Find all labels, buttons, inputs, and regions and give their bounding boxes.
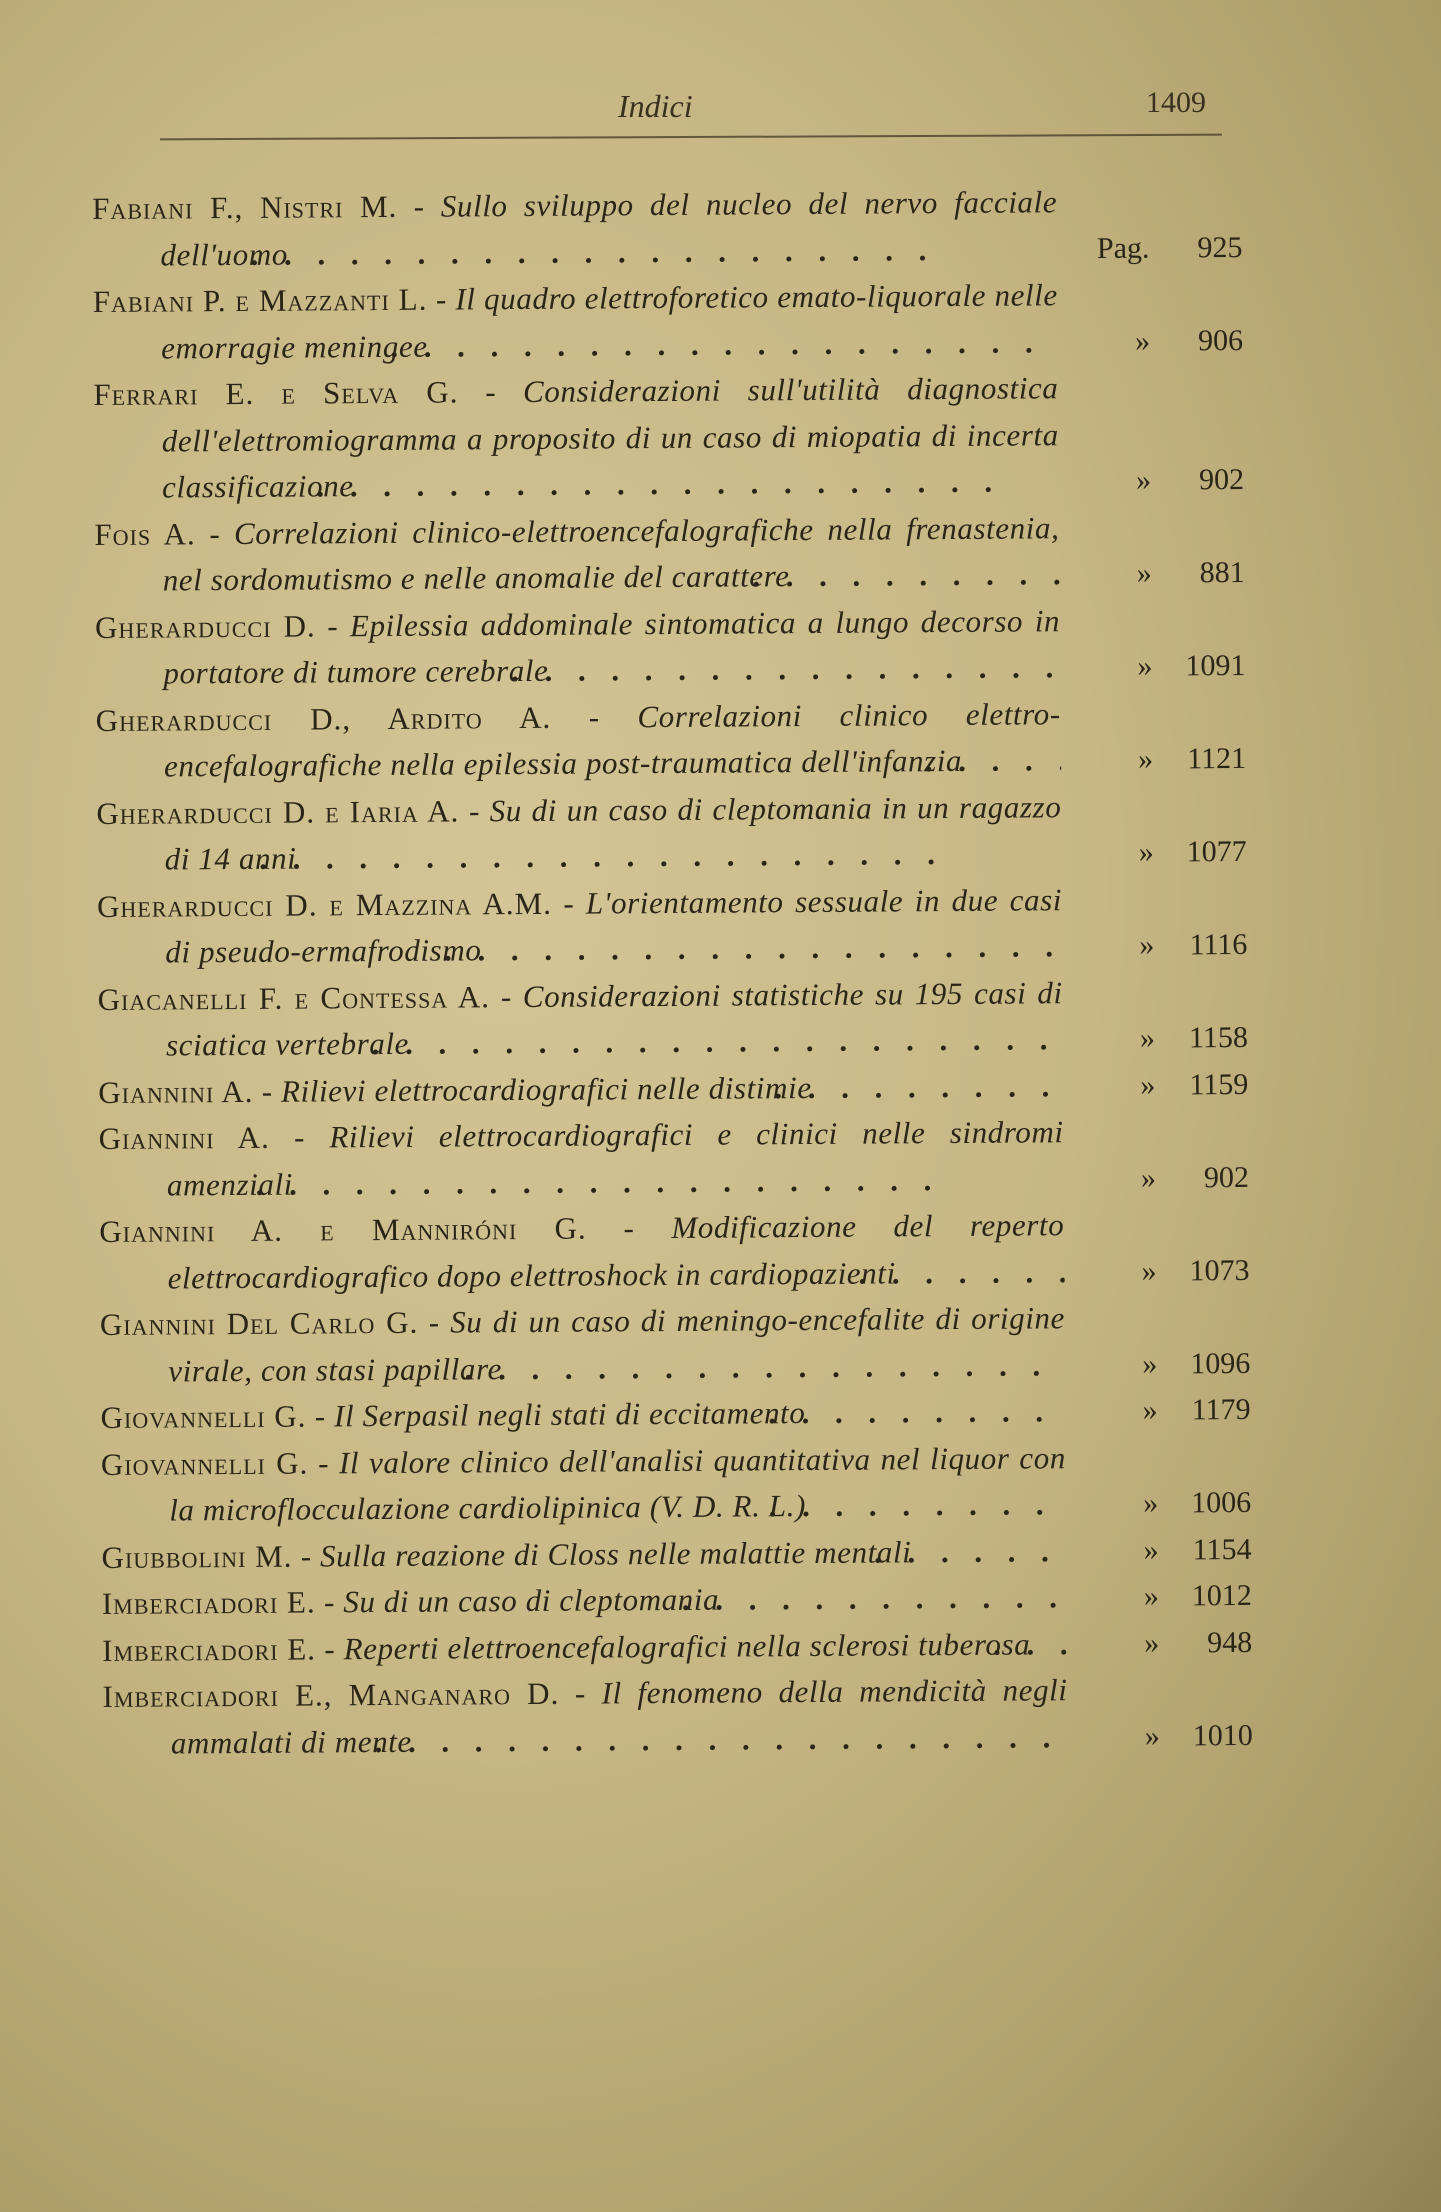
entry-page: 906: [1197, 323, 1244, 357]
entry-page: 925: [1197, 230, 1243, 264]
entry-authors: Giovannelli G.: [100, 1445, 309, 1482]
entry-title: Il fenomeno della mendicità negli ammalati di mente . .: [171, 1672, 1068, 1760]
entry-text: Giannini A. - Rilievi elettrocardiografici e clinici nelle sindromi amenziali . .: [98, 1109, 1064, 1209]
entry-page: 1010: [1192, 1718, 1253, 1752]
entry-authors: Ferrari E. e Selva G.: [93, 374, 459, 412]
entry-reference: [1094, 829, 1247, 877]
entry-authors: Gherarducci D. e Iaria A.: [96, 792, 460, 831]
entry-reference: [1090, 317, 1243, 365]
entry-reference: [1093, 736, 1246, 784]
entry-reference: [1097, 1387, 1250, 1435]
index-entry: [98, 1108, 1249, 1209]
entry-title: Il quadro elettroforetico emato-liquorale nelle emorragie meningee . .: [161, 277, 1058, 365]
entry-text: Imberciadori E. - Reperti elettroencefalografici nella sclerosi tuberosa . .: [102, 1621, 1067, 1674]
page-number: 1409: [1146, 86, 1206, 119]
entry-title: Considerazioni statistiche su 195 casi di sciatica vertebrale . .: [166, 975, 1063, 1063]
entry-text: Giovannelli G. - Il Serpasil negli stati di eccitamento . .: [100, 1388, 1065, 1441]
entry-title: Reperti elettroencefalografici nella sclerosi tuberosa . .: [343, 1626, 1030, 1666]
entry-authors: Giannini A.: [98, 1073, 254, 1110]
page-marker: »: [1139, 928, 1155, 962]
page-marker: »: [1142, 1347, 1158, 1381]
index-entry: [98, 1061, 1248, 1116]
entry-authors: Giubbolini M.: [101, 1538, 293, 1575]
entry-reference: [1095, 1015, 1248, 1063]
index-entry: [95, 596, 1246, 697]
index-entry: [94, 503, 1245, 604]
entry-page: 902: [1198, 462, 1245, 497]
page-marker: »: [1143, 1579, 1159, 1613]
entry-title: Considerazioni sull'utilità diagnostica dell'elettromiogramma a proposito di un caso di miopatia di incerta classificazione . .: [162, 370, 1059, 504]
entry-text: Giannini Del Carlo G. - Su di un caso di meningo-encefalite di origine virale, con stasi papillare . .: [100, 1295, 1066, 1395]
entry-page: 948: [1207, 1625, 1253, 1659]
entry-text: Giovannelli G. - Il valore clinico dell'analisi quantitativa nel liquor con la microflocculazione cardiolipinica (V. D. R. L.) . .: [101, 1435, 1067, 1535]
entry-authors: Giacanelli F. e Contessa A.: [97, 978, 491, 1017]
entry-reference: [1092, 550, 1245, 598]
entry-reference: [1089, 224, 1242, 272]
index-entries: [92, 178, 1253, 1767]
page-marker: »: [1135, 463, 1152, 497]
entry-page: 1158: [1188, 1020, 1249, 1055]
page-marker: »: [1144, 1719, 1160, 1753]
entry-page: 1116: [1189, 927, 1248, 962]
entry-title: Epilessia addominale sintomatica a lungo decorso in portatore di tumore cerebrale . .: [163, 603, 1060, 691]
entry-authors: Fabiani P. e Mazzanti L.: [92, 281, 428, 319]
entry-text: Fabiani F., Nistri M. - Sullo sviluppo del nucleo del nervo facciale dell'uomo . .: [92, 179, 1058, 279]
page-marker: »: [1143, 1486, 1159, 1520]
entry-title: Correlazioni clinico elettro-encefalografiche nella epilessia post-traumatica dell'infanzia . .: [164, 696, 1061, 784]
entry-title: Il Serpasil negli stati di eccitamento . .: [334, 1395, 806, 1433]
entry-authors: Gherarducci D.: [94, 607, 316, 645]
entry-text: Imberciadori E. - Su di un caso di cleptomania . .: [102, 1574, 1067, 1627]
page-marker: Pag.: [1096, 231, 1150, 265]
entry-reference: [1094, 922, 1247, 970]
entry-title: Il valore clinico dell'analisi quantitativa nel liquor con la microflocculazione cardiolipinica (V. D. R. L.) . .: [169, 1440, 1066, 1528]
entry-text: Imberciadori E., Manganaro D. - Il fenomeno della mendicità negli ammalati di mente . .: [102, 1667, 1068, 1767]
entry-title: Su di un caso di cleptomania . .: [343, 1582, 719, 1620]
entry-text: Gherarducci D. e Iaria A. - Su di un caso di cleptomania in un ragazzo di 14 anni . .: [96, 784, 1062, 884]
entry-title: Su di un caso di cleptomania in un ragazzo di 14 anni . .: [165, 789, 1062, 877]
entry-reference: [1096, 1154, 1249, 1202]
entry-page: 1012: [1191, 1578, 1252, 1613]
entry-reference: [1098, 1526, 1251, 1574]
index-entry: [101, 1433, 1252, 1534]
entry-page: 1154: [1192, 1532, 1252, 1566]
entry-title: Rilievi elettrocardiografici nelle distimie . .: [281, 1069, 812, 1108]
entry-page: 902: [1203, 1160, 1250, 1194]
page-marker: »: [1141, 1254, 1157, 1288]
index-entry: [99, 1201, 1250, 1302]
entry-page: 1073: [1189, 1253, 1250, 1287]
index-entry: [98, 968, 1249, 1069]
entry-authors: Fabiani F., Nistri M.: [92, 188, 398, 226]
entry-text: Gherarducci D. - Epilessia addominale sintomatica a lungo decorso in portatore di tumore cerebrale . .: [95, 598, 1061, 698]
page-marker: »: [1139, 1021, 1156, 1055]
entry-authors: Giannini A.: [98, 1119, 270, 1156]
entry-title: L'orientamento sessuale in due casi di pseudo-ermafrodismo . .: [165, 882, 1062, 970]
index-entry: [101, 1526, 1251, 1581]
page-marker: »: [1143, 1533, 1159, 1567]
index-entry: [100, 1387, 1250, 1442]
entry-title: Correlazioni clinico-elettroencefalografiche nella frenastenia, nel sordomutismo e nelle anomalie del carattere . .: [163, 510, 1060, 598]
entry-text: Giannini A. e Manniróni G. - Modificazione del reperto elettrocardiografico dopo elettroshock in cardiopazienti . .: [99, 1202, 1065, 1302]
page-marker: »: [1134, 324, 1151, 358]
index-entry: [93, 271, 1244, 372]
entry-page: 1006: [1191, 1485, 1252, 1520]
entry-title: Rilievi elettrocardiografici e clinici nelle sindromi amenziali . .: [167, 1114, 1064, 1202]
index-entry: [102, 1666, 1253, 1767]
entry-authors: Gherarducci D. e Mazzina A.M.: [96, 885, 553, 924]
entry-reference: [1092, 643, 1245, 691]
page-marker: »: [1144, 1626, 1160, 1660]
entry-page: 881: [1199, 555, 1245, 590]
entry-authors: Imberciadori E.: [102, 1630, 317, 1668]
page-marker: »: [1136, 556, 1152, 590]
page-marker: »: [1137, 649, 1153, 683]
index-entry: [92, 178, 1243, 279]
entry-reference: [1096, 1247, 1249, 1295]
entry-authors: Imberciadori E., Manganaro D.: [102, 1675, 560, 1714]
entry-text: Ferrari E. e Selva G. - Considerazioni sull'utilità diagnostica dell'elettromiogramma a proposito di un caso di miopatia di incerta classificazione . .: [93, 365, 1059, 511]
entry-text: Giacanelli F. e Contessa A. - Considerazioni statistiche su 195 casi di sciatica vertebrale . .: [98, 970, 1064, 1070]
running-header-title: Indici: [618, 88, 693, 124]
entry-page: 1159: [1189, 1067, 1249, 1101]
index-entry: [93, 364, 1244, 512]
index-entry: [97, 875, 1248, 976]
page-marker: »: [1138, 835, 1154, 869]
entry-text: Giubbolini M. - Sulla reazione di Closs nelle malattie mentali . .: [101, 1528, 1066, 1581]
entry-page: 1091: [1185, 648, 1246, 683]
index-entry: [96, 689, 1247, 790]
entry-page: 1121: [1187, 741, 1247, 776]
entry-reference: [1095, 1061, 1248, 1109]
entry-title: Sullo sviluppo del nucleo del nervo facciale dell'uomo . .: [160, 184, 1057, 272]
header-rule: [160, 134, 1222, 141]
index-entry: [100, 1294, 1251, 1395]
page-marker: »: [1142, 1393, 1158, 1427]
page-marker: »: [1140, 1161, 1157, 1195]
page-marker: »: [1140, 1068, 1156, 1102]
entry-authors: Giannini A. e Manniróni G.: [99, 1210, 587, 1249]
index-entry: [96, 782, 1247, 883]
entry-title: Sulla reazione di Closs nelle malattie mentali . .: [320, 1534, 912, 1573]
entry-reference: [1091, 457, 1244, 505]
entry-authors: Gherarducci D., Ardito A.: [95, 699, 552, 738]
entry-page: 1096: [1190, 1346, 1251, 1380]
entry-authors: Fois A.: [94, 515, 196, 552]
index-entry: [102, 1573, 1252, 1628]
entry-page: 1077: [1186, 834, 1247, 869]
index-entry: [102, 1619, 1252, 1674]
entry-text: Fabiani P. e Mazzanti L. - Il quadro elettroforetico emato-liquorale nelle emorragie meningee . .: [93, 272, 1059, 372]
entry-reference: [1099, 1573, 1252, 1621]
entry-page: 1179: [1191, 1392, 1251, 1427]
entry-text: Gherarducci D., Ardito A. - Correlazioni clinico elettro-encefalografiche nella epilessia post-traumatica dell'infanzia . .: [96, 691, 1062, 791]
entry-reference: [1098, 1480, 1251, 1528]
entry-text: Giannini A. - Rilievi elettrocardiografici nelle distimie . .: [98, 1063, 1063, 1116]
entry-text: Gherarducci D. e Mazzina A.M. - L'orientamento sessuale in due casi di pseudo-ermafrodismo . .: [97, 877, 1063, 977]
entry-title: Modificazione del reperto elettrocardiografico dopo elettroshock in cardiopazienti . .: [167, 1207, 1064, 1295]
entry-authors: Giovannelli G.: [100, 1398, 307, 1435]
entry-authors: Giannini Del Carlo G.: [99, 1304, 419, 1342]
entry-reference: [1097, 1340, 1250, 1388]
entry-authors: Imberciadori E.: [101, 1584, 316, 1621]
entry-reference: [1100, 1712, 1253, 1760]
entry-reference: [1099, 1619, 1252, 1667]
entry-text: Fois A. - Correlazioni clinico-elettroencefalografiche nella frenastenia, nel sordomutismo e nelle anomalie del carattere . .: [94, 505, 1060, 605]
page-marker: »: [1137, 742, 1154, 776]
entry-title: Su di un caso di meningo-encefalite di origine virale, con stasi papillare . .: [168, 1300, 1065, 1388]
